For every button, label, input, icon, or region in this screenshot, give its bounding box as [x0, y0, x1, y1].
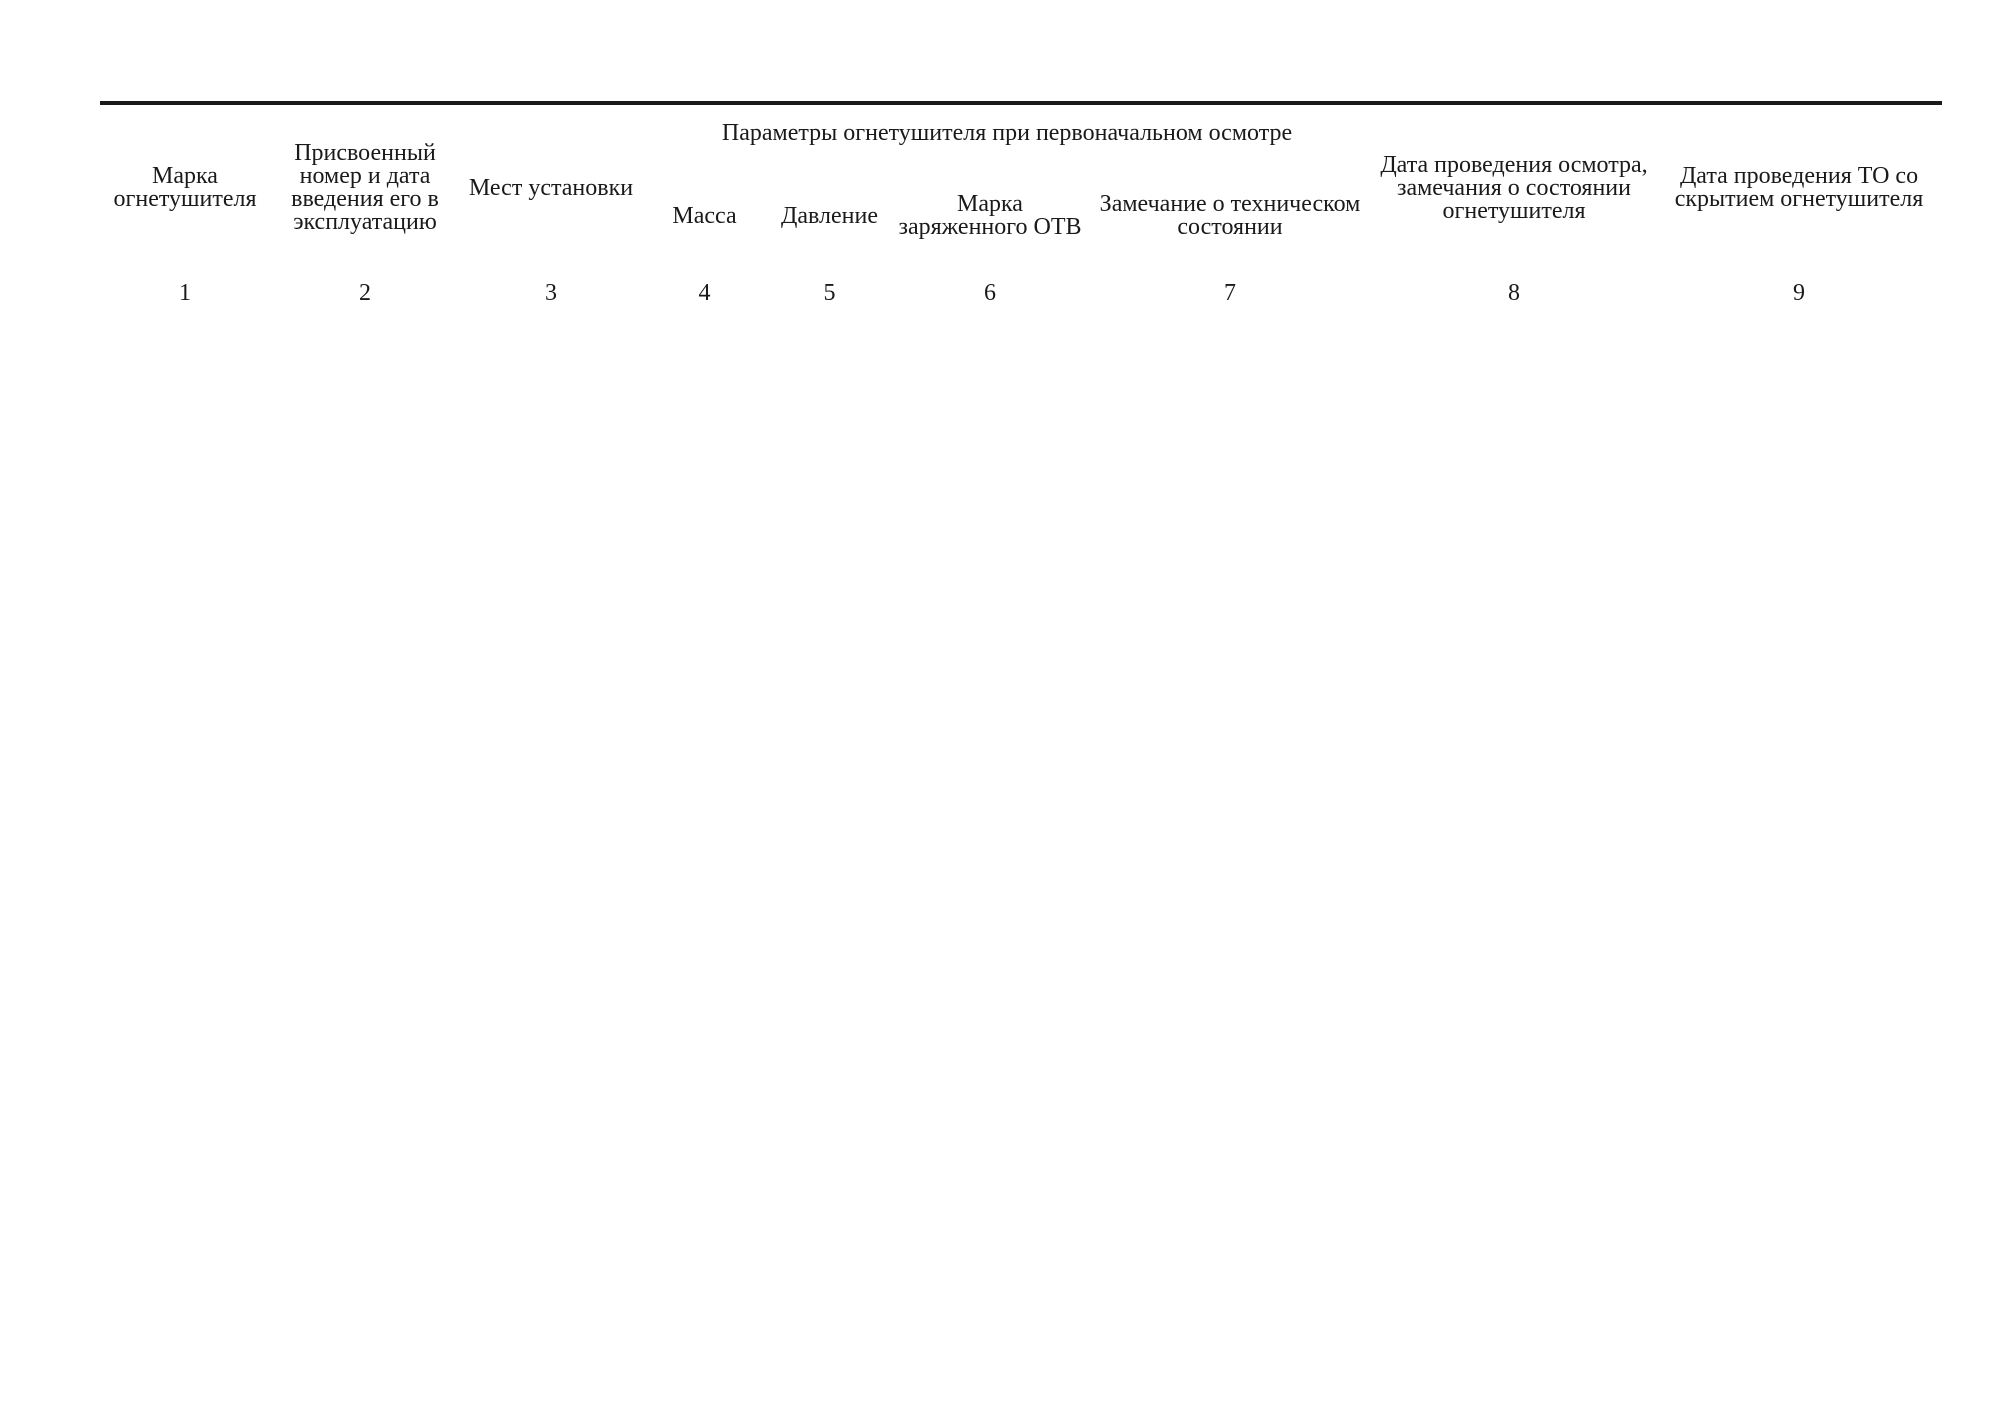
- empty-cell[interactable]: [767, 811, 892, 856]
- empty-cell[interactable]: [892, 1216, 1088, 1261]
- empty-cell[interactable]: [892, 946, 1088, 991]
- empty-cell[interactable]: [1088, 1126, 1372, 1171]
- empty-cell[interactable]: [892, 496, 1088, 541]
- empty-cell[interactable]: [1372, 496, 1656, 541]
- empty-cell[interactable]: [100, 586, 270, 631]
- empty-cell[interactable]: [270, 406, 460, 451]
- empty-cell[interactable]: [1088, 361, 1372, 406]
- empty-cell[interactable]: [460, 406, 642, 451]
- table-row: [100, 586, 1942, 631]
- column-number: 3: [545, 280, 557, 306]
- table-row: [100, 946, 1942, 991]
- empty-cell[interactable]: [460, 721, 642, 766]
- empty-cell[interactable]: [1372, 901, 1656, 946]
- empty-cell[interactable]: [100, 541, 270, 586]
- empty-cell[interactable]: [1656, 991, 1942, 1036]
- empty-cell[interactable]: [270, 1036, 460, 1081]
- empty-cell[interactable]: [100, 361, 270, 406]
- empty-cell[interactable]: [100, 406, 270, 451]
- empty-cell[interactable]: [270, 361, 460, 406]
- empty-cell[interactable]: [642, 856, 767, 901]
- empty-cell[interactable]: [100, 1216, 270, 1261]
- table-row: [100, 496, 1942, 541]
- column-number: 7: [1224, 280, 1236, 306]
- empty-cell[interactable]: [767, 451, 892, 496]
- table-row: [100, 316, 1942, 361]
- column-number: 9: [1793, 280, 1805, 306]
- empty-cell[interactable]: [642, 316, 767, 361]
- empty-cell[interactable]: [1372, 856, 1656, 901]
- table-row: [100, 901, 1942, 946]
- empty-cell[interactable]: [767, 586, 892, 631]
- empty-cell[interactable]: [1088, 1171, 1372, 1216]
- empty-cell[interactable]: [642, 496, 767, 541]
- empty-cell[interactable]: [270, 901, 460, 946]
- empty-cell[interactable]: [892, 586, 1088, 631]
- empty-cell[interactable]: [1656, 1126, 1942, 1171]
- empty-cell[interactable]: [642, 631, 767, 676]
- empty-cell[interactable]: [642, 811, 767, 856]
- header-installation-place: Мест установки: [460, 103, 642, 271]
- empty-cell[interactable]: [642, 1126, 767, 1171]
- empty-cell[interactable]: [1088, 676, 1372, 721]
- empty-cell[interactable]: [1372, 721, 1656, 766]
- empty-cell[interactable]: [1656, 1081, 1942, 1126]
- empty-cell[interactable]: [892, 1126, 1088, 1171]
- empty-cell[interactable]: [642, 1081, 767, 1126]
- empty-cell[interactable]: [1656, 541, 1942, 586]
- empty-cell[interactable]: [100, 721, 270, 766]
- empty-cell[interactable]: [1372, 361, 1656, 406]
- empty-cell[interactable]: [642, 361, 767, 406]
- table-row: [100, 1171, 1942, 1216]
- empty-cell[interactable]: [460, 676, 642, 721]
- empty-cell[interactable]: [100, 991, 270, 1036]
- empty-cell[interactable]: [1088, 451, 1372, 496]
- empty-cell[interactable]: [767, 721, 892, 766]
- table-row: [100, 631, 1942, 676]
- empty-cell[interactable]: [1088, 901, 1372, 946]
- empty-cell[interactable]: [460, 811, 642, 856]
- empty-cell[interactable]: [767, 991, 892, 1036]
- empty-cell[interactable]: [100, 1081, 270, 1126]
- table-row: [100, 766, 1942, 811]
- empty-cell[interactable]: [892, 451, 1088, 496]
- empty-cell[interactable]: [1656, 721, 1942, 766]
- empty-cell[interactable]: [767, 361, 892, 406]
- empty-cell[interactable]: [892, 811, 1088, 856]
- column-number: 6: [984, 280, 996, 306]
- header-agent-brand: Марка заряженного ОТВ: [898, 191, 1082, 240]
- empty-cell[interactable]: [1656, 316, 1942, 361]
- empty-cell[interactable]: [767, 1036, 892, 1081]
- empty-cell[interactable]: [460, 496, 642, 541]
- empty-cell[interactable]: [1088, 631, 1372, 676]
- empty-cell[interactable]: [100, 811, 270, 856]
- empty-cell[interactable]: [1088, 946, 1372, 991]
- empty-cell[interactable]: [460, 451, 642, 496]
- empty-cell[interactable]: [1656, 586, 1942, 631]
- column-number-row: [100, 271, 1942, 316]
- empty-cell[interactable]: [1372, 1216, 1656, 1261]
- table-row: [100, 991, 1942, 1036]
- empty-cell[interactable]: [642, 766, 767, 811]
- empty-cell[interactable]: [100, 676, 270, 721]
- empty-cell[interactable]: [1656, 1171, 1942, 1216]
- empty-cell[interactable]: [767, 1216, 892, 1261]
- empty-cell[interactable]: [1656, 361, 1942, 406]
- empty-cell[interactable]: [1656, 676, 1942, 721]
- header-technical-remarks: Замечание о техническом состоянии: [1099, 191, 1361, 240]
- header-pressure: Давление: [780, 202, 878, 229]
- empty-cell[interactable]: [1372, 766, 1656, 811]
- empty-cell[interactable]: [270, 451, 460, 496]
- table-row: [100, 451, 1942, 496]
- empty-cell[interactable]: [892, 631, 1088, 676]
- empty-cell[interactable]: [100, 901, 270, 946]
- empty-cell[interactable]: [100, 1126, 270, 1171]
- empty-cell[interactable]: [1656, 496, 1942, 541]
- empty-cell[interactable]: [642, 1216, 767, 1261]
- table-row: [100, 1081, 1942, 1126]
- empty-cell[interactable]: [100, 316, 270, 361]
- empty-cell[interactable]: [1088, 1036, 1372, 1081]
- empty-cell[interactable]: [892, 991, 1088, 1036]
- empty-cell[interactable]: [892, 856, 1088, 901]
- empty-cell[interactable]: [1372, 946, 1656, 991]
- empty-cell[interactable]: [460, 1081, 642, 1126]
- table-row: [100, 1126, 1942, 1171]
- empty-cell[interactable]: [1088, 586, 1372, 631]
- empty-cell[interactable]: [100, 856, 270, 901]
- empty-cell[interactable]: [1656, 1036, 1942, 1081]
- empty-cell[interactable]: [460, 856, 642, 901]
- empty-cell[interactable]: [100, 631, 270, 676]
- empty-cell[interactable]: [1372, 811, 1656, 856]
- empty-cell[interactable]: [270, 631, 460, 676]
- empty-cell[interactable]: [642, 676, 767, 721]
- empty-cell[interactable]: [767, 541, 892, 586]
- empty-cell[interactable]: [1088, 541, 1372, 586]
- empty-cell[interactable]: [270, 991, 460, 1036]
- empty-cell[interactable]: [460, 586, 642, 631]
- empty-cell[interactable]: [1372, 586, 1656, 631]
- empty-cell[interactable]: [767, 316, 892, 361]
- empty-cell[interactable]: [892, 1036, 1088, 1081]
- empty-cell[interactable]: [460, 1216, 642, 1261]
- empty-cell[interactable]: [270, 1081, 460, 1126]
- empty-cell[interactable]: [1372, 1126, 1656, 1171]
- table-row: [100, 361, 1942, 406]
- empty-cell[interactable]: [460, 631, 642, 676]
- empty-cell[interactable]: [1656, 946, 1942, 991]
- empty-cell[interactable]: [460, 991, 642, 1036]
- column-number: 5: [823, 280, 836, 306]
- empty-cell[interactable]: [767, 766, 892, 811]
- empty-cell[interactable]: [100, 1036, 270, 1081]
- empty-cell[interactable]: [1656, 811, 1942, 856]
- empty-cell[interactable]: [767, 496, 892, 541]
- empty-cell[interactable]: [1656, 631, 1942, 676]
- table-row: [100, 721, 1942, 766]
- empty-cell[interactable]: [1088, 721, 1372, 766]
- empty-cell[interactable]: [892, 721, 1088, 766]
- table-row: [100, 1216, 1942, 1261]
- empty-cell[interactable]: [270, 541, 460, 586]
- empty-cell[interactable]: [460, 1171, 642, 1216]
- empty-cell[interactable]: [1088, 856, 1372, 901]
- empty-cell[interactable]: [642, 406, 767, 451]
- empty-cell[interactable]: [642, 721, 767, 766]
- table-row: [100, 406, 1942, 451]
- empty-cell[interactable]: [1088, 811, 1372, 856]
- empty-cell[interactable]: [270, 766, 460, 811]
- table-row: [100, 676, 1942, 721]
- empty-cell[interactable]: [767, 1126, 892, 1171]
- empty-cell[interactable]: [1372, 1171, 1656, 1216]
- empty-cell[interactable]: [1372, 406, 1656, 451]
- empty-cell[interactable]: [270, 586, 460, 631]
- empty-cell[interactable]: [270, 676, 460, 721]
- empty-cell[interactable]: [460, 541, 642, 586]
- empty-cell[interactable]: [460, 316, 642, 361]
- empty-cell[interactable]: [1372, 541, 1656, 586]
- empty-cell[interactable]: [1656, 856, 1942, 901]
- empty-cell[interactable]: [100, 451, 270, 496]
- empty-cell[interactable]: [767, 676, 892, 721]
- table-row: [100, 1036, 1942, 1081]
- empty-cell[interactable]: [1372, 991, 1656, 1036]
- empty-cell[interactable]: [1088, 1081, 1372, 1126]
- empty-cell[interactable]: [892, 901, 1088, 946]
- empty-cell[interactable]: [767, 901, 892, 946]
- header-inspection-date-remarks: Дата проведения осмотра, замечания о состоянии огнетушителя: [1372, 103, 1656, 271]
- empty-cell[interactable]: [892, 316, 1088, 361]
- table-row: [100, 541, 1942, 586]
- header-maintenance-date: Дата проведения ТО со скрытием огнетушителя: [1656, 103, 1942, 271]
- empty-cell[interactable]: [460, 1126, 642, 1171]
- empty-cell[interactable]: [270, 1126, 460, 1171]
- header-assigned-number-date: Присвоенный номер и дата введения его в эксплуатацию: [270, 103, 460, 271]
- empty-cell[interactable]: [892, 766, 1088, 811]
- empty-cell[interactable]: [270, 1216, 460, 1261]
- column-number: 4: [698, 280, 711, 306]
- empty-cell[interactable]: [892, 361, 1088, 406]
- empty-cell[interactable]: [1372, 316, 1656, 361]
- column-number: 8: [1508, 280, 1520, 306]
- empty-cell[interactable]: [1088, 496, 1372, 541]
- empty-cell[interactable]: [767, 946, 892, 991]
- empty-cell[interactable]: [270, 1171, 460, 1216]
- empty-cell[interactable]: [1088, 766, 1372, 811]
- empty-cell[interactable]: [270, 316, 460, 361]
- empty-cell[interactable]: [767, 406, 892, 451]
- empty-cell[interactable]: [1088, 316, 1372, 361]
- header-initial-inspection-group: Параметры огнетушителя при первоначальном осмотре: [642, 103, 1372, 161]
- empty-cell[interactable]: [642, 541, 767, 586]
- empty-cell[interactable]: [1088, 1216, 1372, 1261]
- empty-cell[interactable]: [1656, 1216, 1942, 1261]
- empty-cell[interactable]: [642, 451, 767, 496]
- empty-cell[interactable]: [270, 721, 460, 766]
- extinguisher-log-table: [100, 101, 1942, 1261]
- empty-cell[interactable]: [767, 1081, 892, 1126]
- header-extinguisher-brand: Марка огнетушителя: [100, 103, 270, 271]
- empty-cell[interactable]: [1372, 451, 1656, 496]
- empty-cell[interactable]: [767, 631, 892, 676]
- empty-cell[interactable]: [1372, 1036, 1656, 1081]
- empty-cell[interactable]: [642, 901, 767, 946]
- empty-cell[interactable]: [642, 1036, 767, 1081]
- empty-cell[interactable]: [1656, 766, 1942, 811]
- column-number: 1: [179, 280, 191, 306]
- empty-cell[interactable]: [100, 496, 270, 541]
- empty-cell[interactable]: [642, 991, 767, 1036]
- column-number: 2: [359, 280, 371, 306]
- empty-cell[interactable]: [1372, 631, 1656, 676]
- empty-cell[interactable]: [1656, 451, 1942, 496]
- empty-cell[interactable]: [1656, 406, 1942, 451]
- empty-cell[interactable]: [642, 946, 767, 991]
- empty-cell[interactable]: [1656, 901, 1942, 946]
- empty-cell[interactable]: [1372, 1081, 1656, 1126]
- empty-cell[interactable]: [460, 766, 642, 811]
- empty-cell[interactable]: [892, 406, 1088, 451]
- empty-cell[interactable]: [100, 1171, 270, 1216]
- empty-cell[interactable]: [892, 1171, 1088, 1216]
- empty-cell[interactable]: [642, 586, 767, 631]
- header-mass: Масса: [672, 202, 737, 229]
- empty-cell[interactable]: [100, 946, 270, 991]
- empty-cell[interactable]: [460, 361, 642, 406]
- table-row: [100, 811, 1942, 856]
- empty-cell[interactable]: [1088, 991, 1372, 1036]
- empty-cell[interactable]: [892, 676, 1088, 721]
- empty-cell[interactable]: [460, 1036, 642, 1081]
- empty-cell[interactable]: [1372, 676, 1656, 721]
- empty-cell[interactable]: [270, 946, 460, 991]
- empty-cell[interactable]: [270, 811, 460, 856]
- empty-cell[interactable]: [767, 856, 892, 901]
- empty-cell[interactable]: [100, 766, 270, 811]
- empty-cell[interactable]: [1088, 406, 1372, 451]
- table-row: [100, 856, 1942, 901]
- empty-cell[interactable]: [270, 856, 460, 901]
- empty-cell[interactable]: [270, 496, 460, 541]
- empty-cell[interactable]: [892, 1081, 1088, 1126]
- empty-cell[interactable]: [892, 541, 1088, 586]
- empty-cell[interactable]: [460, 946, 642, 991]
- log-body: [100, 271, 1942, 1261]
- empty-cell[interactable]: [460, 901, 642, 946]
- empty-cell[interactable]: [642, 1171, 767, 1216]
- empty-cell[interactable]: [767, 1171, 892, 1216]
